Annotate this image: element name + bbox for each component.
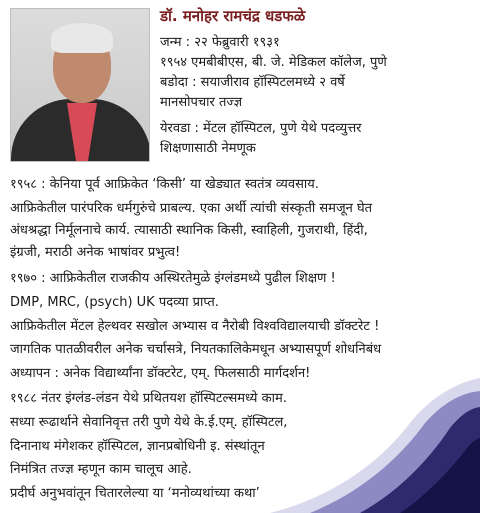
- education-line: १९५४ एमबीबीएस, बी. जे. मेडिकल कॉलेज, पुणे: [160, 55, 387, 70]
- body-line: दिनानाथ मंगेशकर हॉस्पिटल, ज्ञानप्रबोधिनी इ. संस्थांतून: [10, 439, 265, 454]
- body-line: आफ्रिकेतील पारंपरिक धर्मगुरुंचे प्राबल्य. एका अर्थी त्यांची संस्कृती समजून घेत: [10, 201, 373, 216]
- body-line: १९७० : आफ्रिकेतील राजकीय अस्थिरतेमुळे इंग्लंडमध्ये पुढील शिक्षण !: [10, 271, 336, 286]
- birth-line: जन्म : २२ फेब्रुवारी १९३१: [160, 35, 280, 50]
- body-line: निमंत्रित तज्ज्ञ म्हणून काम चालूच आहे.: [10, 462, 192, 477]
- author-photo: [10, 8, 150, 162]
- appointment-line: शिक्षणासाठी नेमणूक: [160, 141, 256, 156]
- specialist-line: मानसोपचार तज्ज्ञ: [160, 95, 243, 110]
- author-name: डॉ. मनोहर रामचंद्र धडफळे: [160, 7, 306, 25]
- body-line: इंग्रजी, मराठी अनेक भाषांवर प्रभुत्व!: [10, 245, 181, 260]
- yerwada-line: येरवडा : मेंटल हॉस्पिटल, पुणे येथे पदव्युत्तर: [160, 121, 362, 136]
- decorative-wave-graphic: [250, 363, 480, 513]
- baroda-line: बडोदा : सयाजीराव हॉस्पिटलमध्ये २ वर्षे: [160, 75, 345, 90]
- body-line: अध्यापन : अनेक विद्यार्थ्यांना डॉक्टरेट, एम्. फिलसाठी मार्गदर्शन!: [10, 366, 311, 381]
- body-line: १९५८ : केनिया पूर्व आफ्रिकेत ‘किसी’ या खेड्यात स्वतंत्र व्यवसाय.: [10, 177, 319, 192]
- body-line: जागतिक पातळीवरील अनेक चर्चासत्रे, नियतकालिकेमधून अभ्यासपूर्ण शोधनिबंध: [10, 342, 382, 357]
- body-line: आफ्रिकेतील मेंटल हेल्थवर सखोल अभ्यास व नैरोबी विश्वविद्यालयाची डॉक्टरेट !: [10, 319, 380, 334]
- body-line: DMP, MRC, (psych) UK पदव्या प्राप्त.: [10, 295, 219, 310]
- body-line: अंधश्रद्धा निर्मूलनाचे कार्य. त्यासाठी स्थानिक किसी, स्वाहिली, गुजराथी, हिंदी,: [10, 223, 368, 238]
- body-line: सध्या रूढार्थाने सेवानिवृत्त तरी पुणे येथे के.ई.एम्. हॉस्पिटल,: [10, 415, 288, 430]
- body-line: प्रदीर्घ अनुभवांतून चितारलेल्या या ‘मनोव्यथांच्या कथा’: [10, 486, 260, 501]
- body-line: १९८८ नंतर इंग्लंड-लंडन येथे प्रथितयश हॉस्पिटल्समध्ये काम.: [10, 391, 287, 406]
